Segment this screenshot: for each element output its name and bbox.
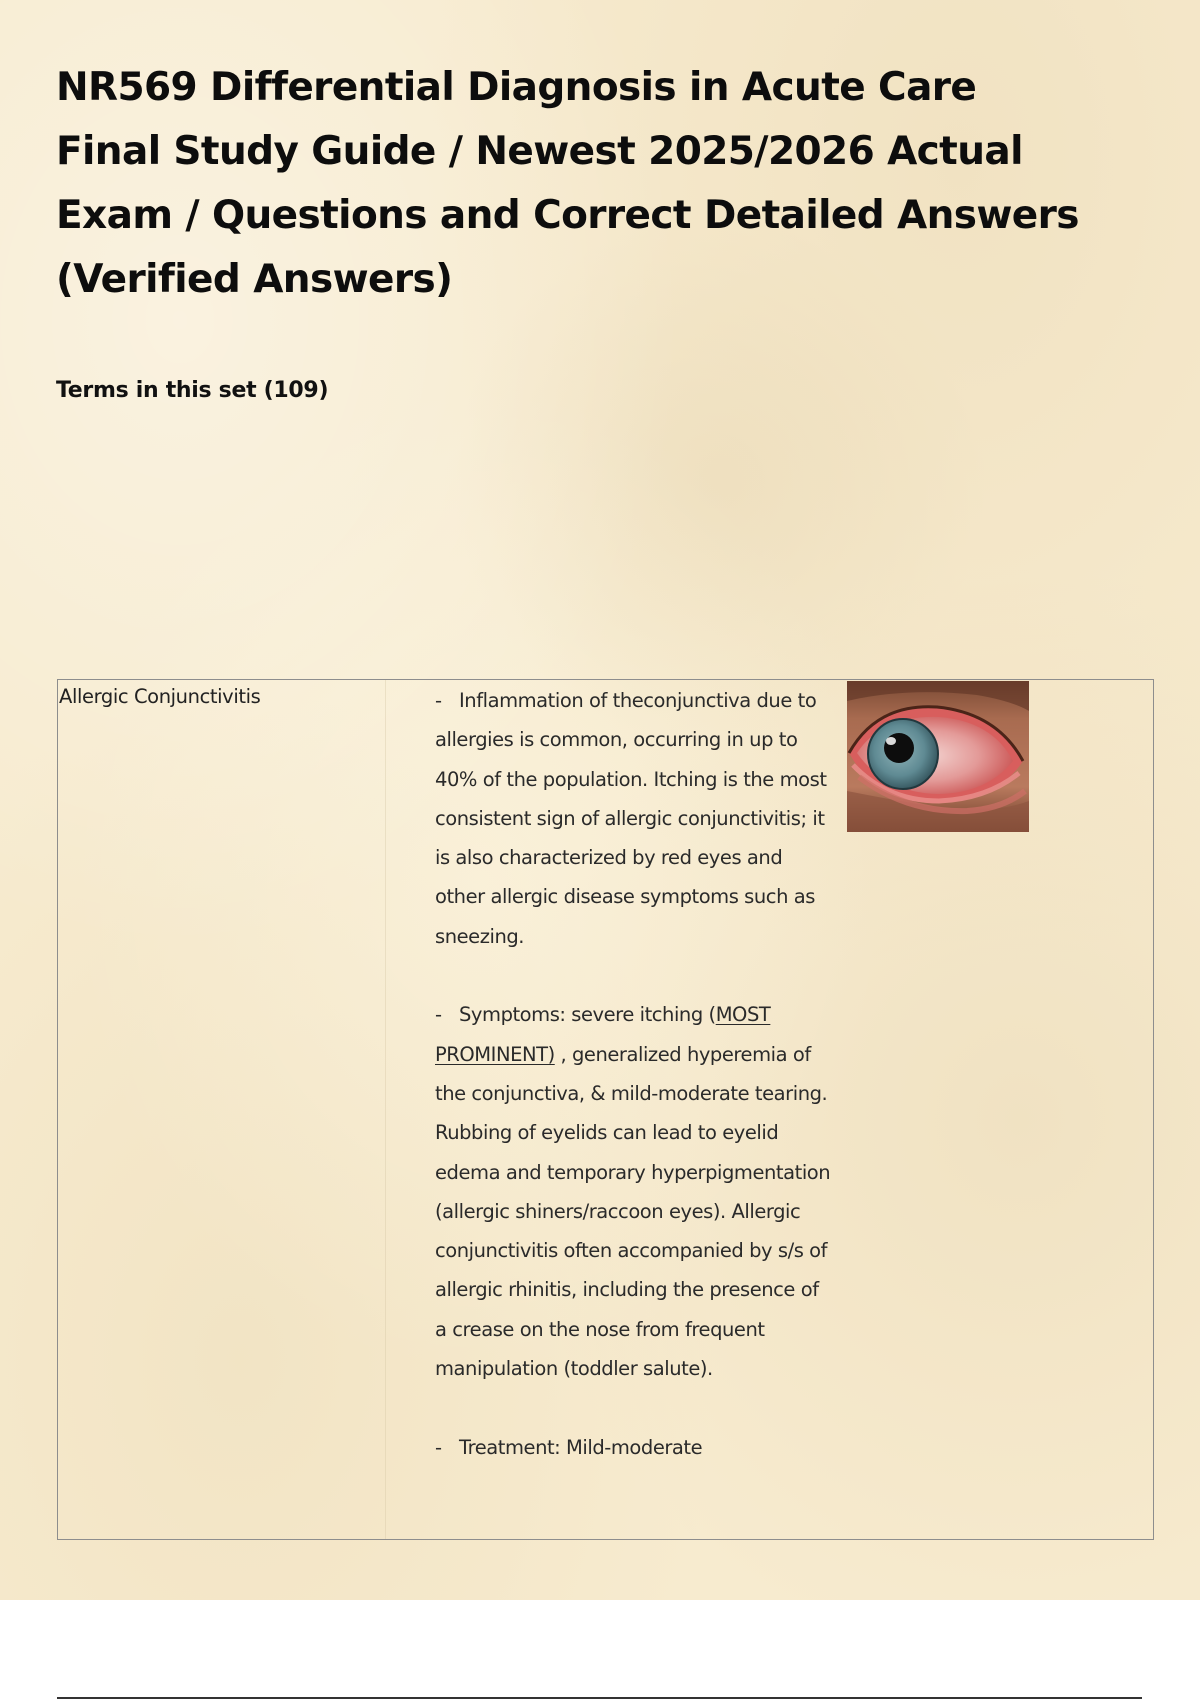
symptoms-prefix: Symptoms: severe itching ( (459, 1003, 716, 1027)
bullet-marker: - (435, 1435, 442, 1459)
bullet-marker: - (435, 1003, 442, 1027)
overview-text: Inflammation of theconjunctiva due to allergies is common, occurring in up to 40% of the population. Itching is the most consistent sign of allergic conjunctivitis; it is also characterized by red eyes and other allergic disease symptoms such as sneezing. (435, 689, 827, 948)
treatment-text: Treatment: Mild-moderate (459, 1435, 703, 1459)
term-cell: Allergic Conjunctivitis (59, 685, 261, 708)
definition-cell (435, 681, 835, 1506)
terms-count-label: Terms in this set (109) (56, 378, 329, 403)
column-divider (385, 680, 386, 1539)
symptoms-suffix: , generalized hyperemia of the conjunctiva, & mild-moderate tearing. Rubbing of eyelids can lead to eyelid edema and temporary hyperpigmentation (allergic shiners/raccoon eyes). Allergic conjunctivitis often accompanied by s/s of allergic rhinitis, including the presence of a crease on the nose from frequent manipulation (toddler salute). (435, 1042, 831, 1381)
flashcard-table (57, 679, 1154, 1540)
definition-paragraph-overview (435, 681, 835, 956)
symptoms-emphasis: MOST PROMINENT) (435, 1003, 771, 1066)
document-title: NR569 Differential Diagnosis in Acute Care Final Study Guide / Newest 2025/2026 Actual Exam / Questions and Correct Detailed Answers (Verified Answers) (56, 65, 1079, 302)
conjunctivitis-eye-image (847, 681, 1029, 832)
footer-divider (57, 1697, 1142, 1699)
definition-paragraph-symptoms (435, 995, 835, 1388)
definition-paragraph-treatment (435, 1428, 835, 1467)
bullet-marker: - (435, 689, 442, 712)
